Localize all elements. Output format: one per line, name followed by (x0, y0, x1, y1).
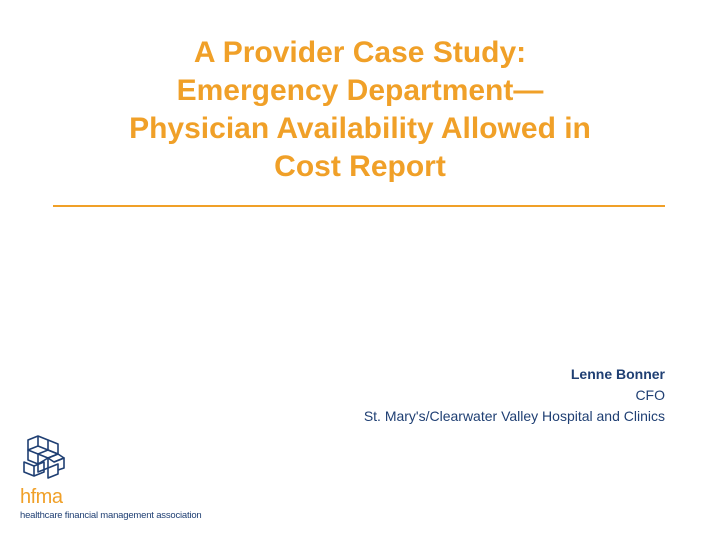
hfma-cube-icon (18, 432, 70, 484)
presenter-block (364, 364, 665, 427)
slide-title-line-4: Cost Report (274, 150, 446, 183)
presenter-name: Lenne Bonner (570, 366, 665, 382)
slide-title-line-2: Emergency Department— (176, 74, 544, 107)
presenter-organization: St. Mary's/Clearwater Valley Hospital and Clinics (363, 408, 665, 424)
hfma-tagline: healthcare financial management association (20, 510, 202, 521)
presenter-role: CFO (635, 387, 665, 403)
hfma-logo (18, 432, 202, 521)
hfma-wordmark: hfma (20, 486, 63, 508)
slide-title-line-1: A Provider Case Study: (193, 36, 527, 69)
slide-title-line-3: Physician Availability Allowed in (129, 112, 591, 145)
slide-title (40, 34, 680, 186)
title-divider (53, 205, 665, 207)
